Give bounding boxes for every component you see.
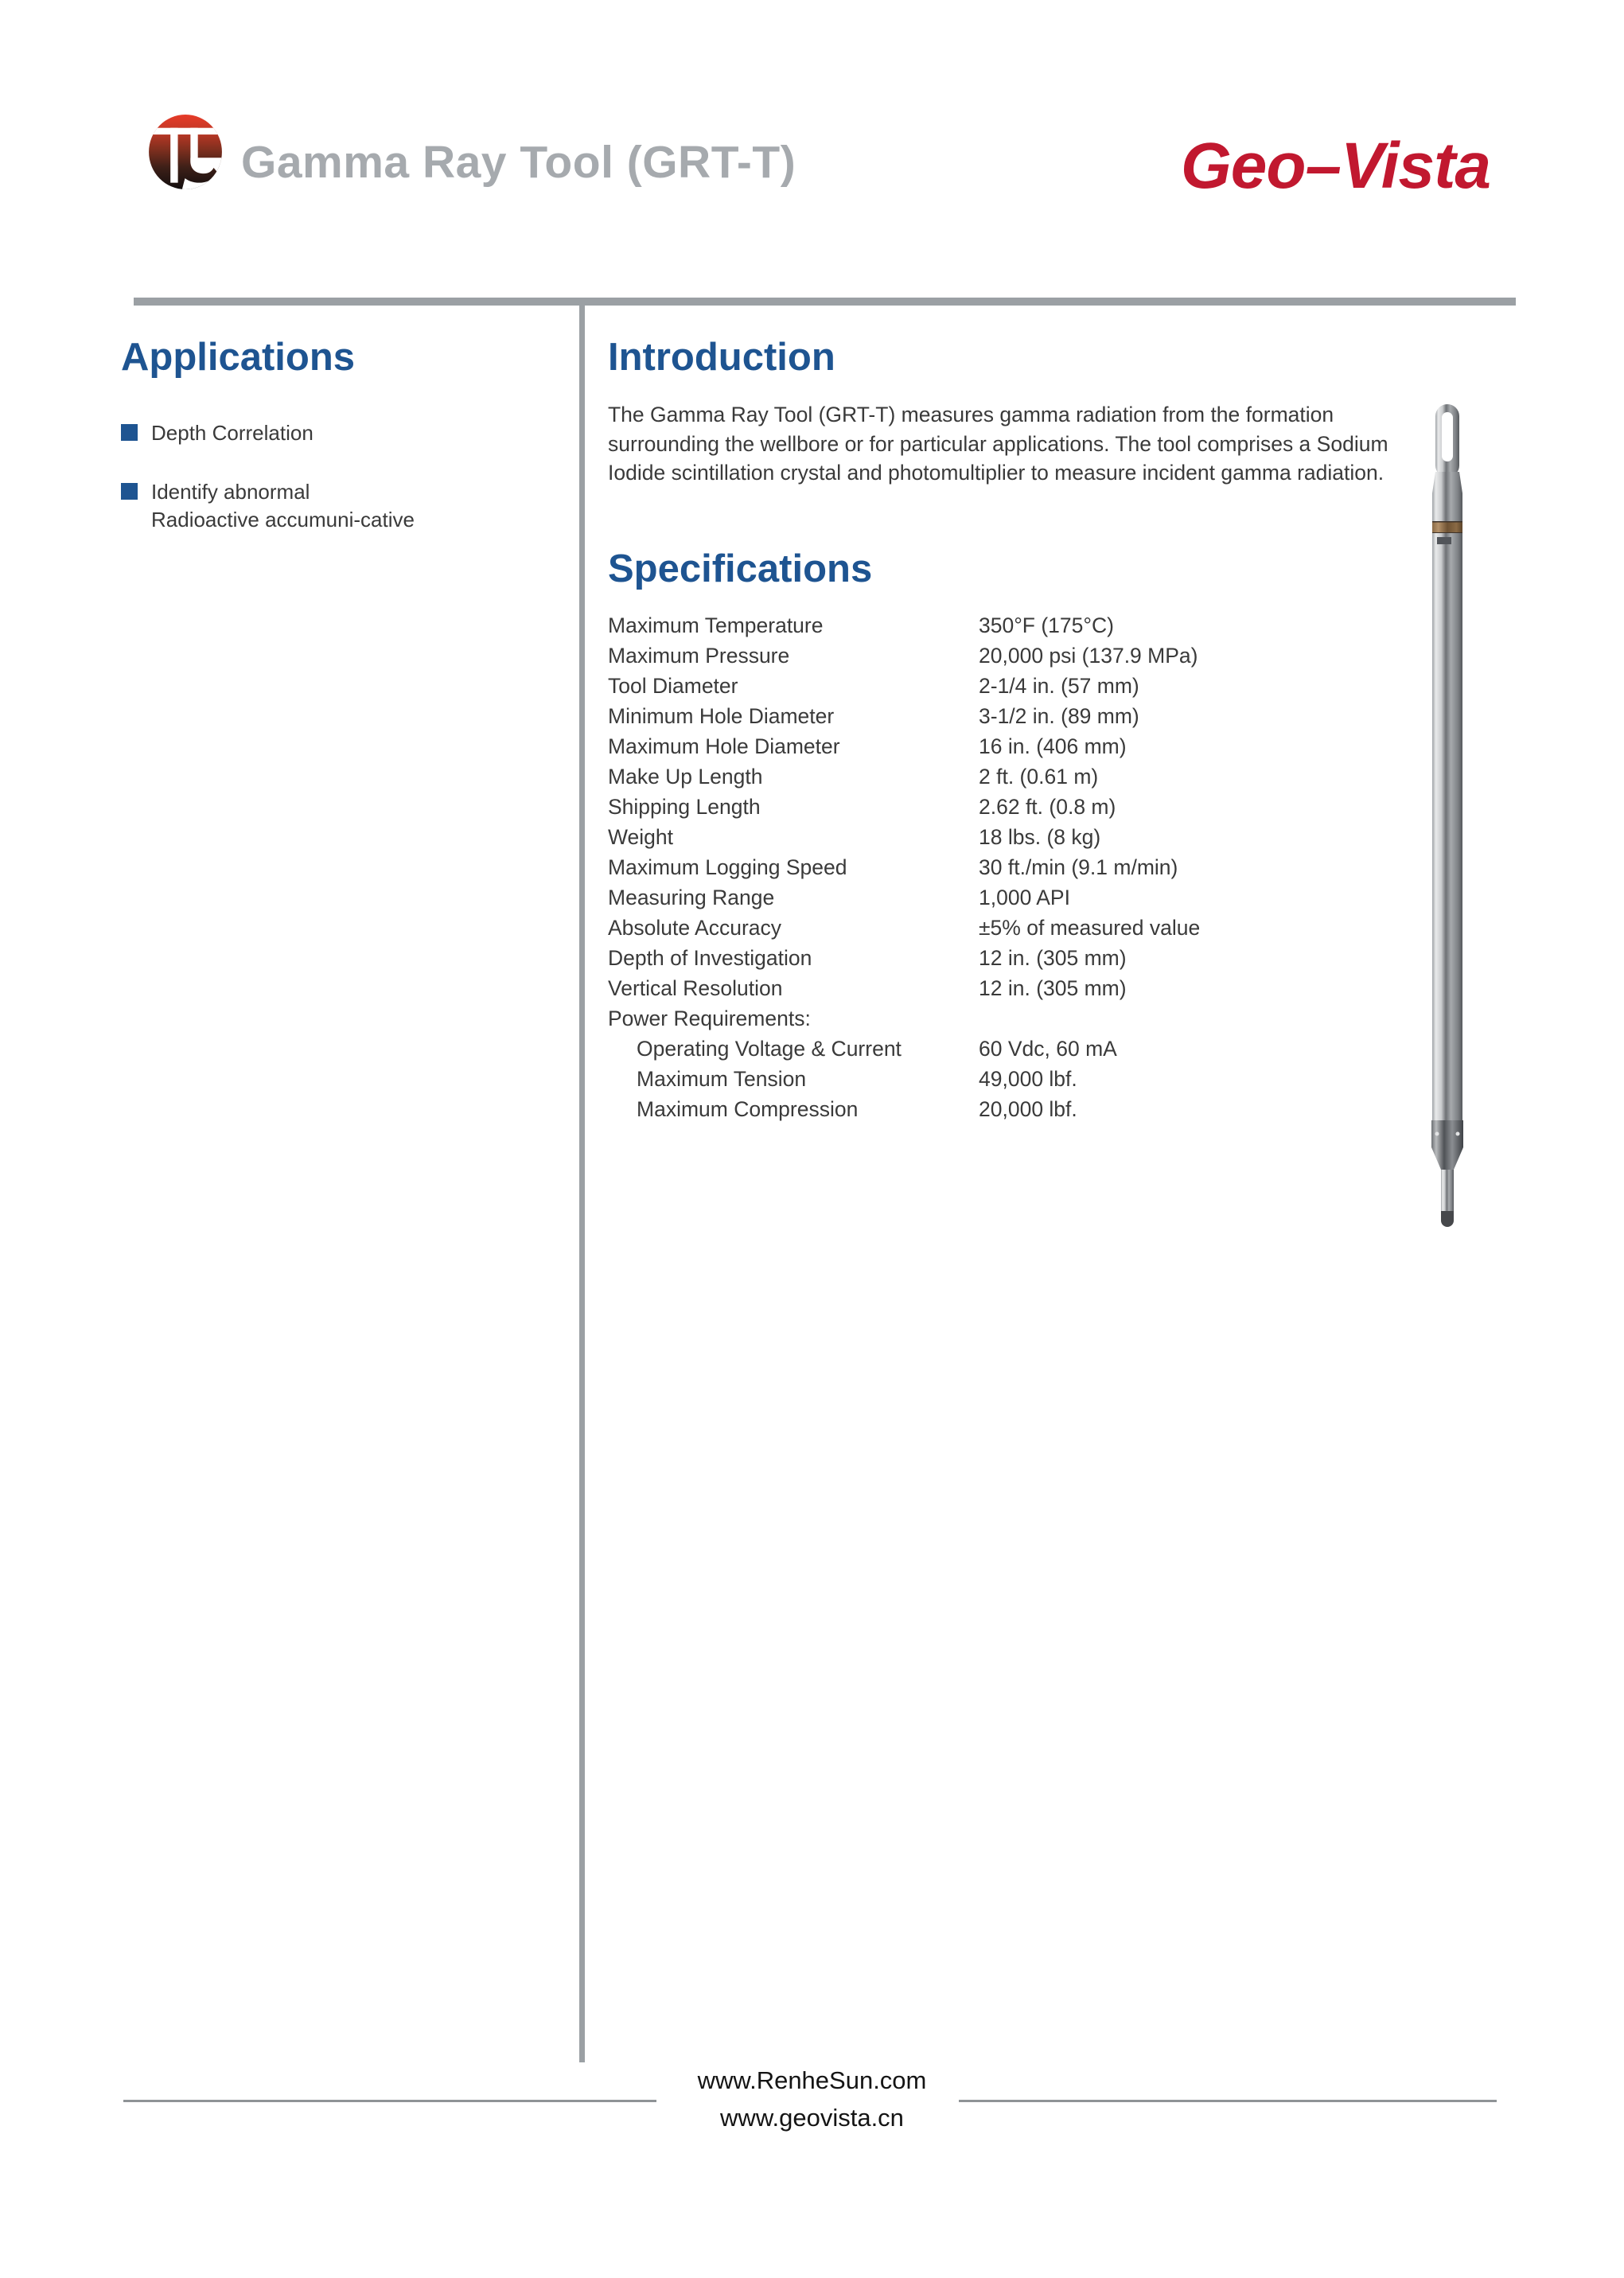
spec-label: Make Up Length — [608, 764, 763, 789]
spec-row — [608, 822, 1404, 852]
list-item — [121, 419, 455, 447]
spec-row — [608, 792, 1404, 822]
spec-label: Minimum Hole Diameter — [608, 703, 835, 728]
bullet-square-icon — [121, 483, 138, 500]
spec-value: 2 ft. (0.61 m) — [979, 764, 1099, 789]
spec-row — [608, 701, 1404, 731]
spec-label: Operating Voltage & Current — [637, 1036, 902, 1061]
spec-value: ±5% of measured value — [979, 915, 1201, 940]
list-item — [121, 478, 455, 534]
spec-label: Maximum Pressure — [608, 643, 790, 668]
specifications-heading: Specifications — [608, 547, 873, 590]
spec-label: Maximum Compression — [637, 1096, 859, 1121]
spec-value: 16 in. (406 mm) — [979, 734, 1127, 758]
spec-row — [608, 1064, 1404, 1094]
footer-url-renhesun: www.RenheSun.com — [697, 2066, 927, 2094]
applications-heading: Applications — [121, 336, 356, 379]
spec-label: Vertical Resolution — [608, 975, 783, 1000]
spec-value: 1,000 API — [979, 885, 1070, 909]
spec-value: 2.62 ft. (0.8 m) — [979, 794, 1116, 819]
list-item-label: Depth Correlation — [151, 421, 314, 445]
logo-mark-icon — [149, 115, 222, 189]
spec-value: 12 in. (305 mm) — [979, 975, 1127, 1000]
spec-label: Maximum Temperature — [608, 613, 824, 637]
spec-value: 20,000 lbf. — [979, 1096, 1077, 1121]
spec-row — [608, 882, 1404, 913]
footer-url-geovista: www.geovista.cn — [720, 2104, 904, 2132]
page-title: Gamma Ray Tool (GRT-T) — [241, 137, 796, 188]
spec-label: Maximum Logging Speed — [608, 855, 847, 879]
spec-value: 350°F (175°C) — [979, 613, 1114, 637]
spec-label: Maximum Hole Diameter — [608, 734, 840, 758]
brand-wordmark: Geo–Vista — [1180, 130, 1490, 202]
introduction-paragraph: The Gamma Ray Tool (GRT-T) measures gamma radiation from the formation surrounding the wellbore or for particular applications. The tool comprises a Sodium Iodide scintillation crystal and photomultiplier to measure incident gamma radiation. — [608, 403, 1388, 485]
header-rule — [134, 298, 1516, 306]
spec-row — [608, 610, 1404, 641]
spec-value: 3-1/2 in. (89 mm) — [979, 703, 1139, 728]
spec-label: Shipping Length — [608, 794, 761, 819]
spec-value: 18 lbs. (8 kg) — [979, 824, 1101, 849]
footer-rule-right — [959, 2100, 1497, 2102]
spec-row — [608, 1034, 1404, 1064]
spec-value: 30 ft./min (9.1 m/min) — [979, 855, 1178, 879]
spec-label: Depth of Investigation — [608, 945, 812, 970]
spec-row — [608, 943, 1404, 973]
column-divider — [579, 306, 585, 2062]
list-item-label: Identify abnormal Radioactive accumuni-cative — [151, 480, 415, 532]
spec-value: 49,000 lbf. — [979, 1066, 1077, 1091]
spec-row — [608, 731, 1404, 761]
spec-row — [608, 761, 1404, 792]
spec-table — [608, 610, 1404, 1124]
spec-row — [608, 1094, 1404, 1124]
spec-value: 60 Vdc, 60 mA — [979, 1036, 1117, 1061]
spec-label: Weight — [608, 824, 673, 849]
spec-row — [608, 852, 1404, 882]
spec-label: Absolute Accuracy — [608, 915, 782, 940]
spec-value: 20,000 psi (137.9 MPa) — [979, 643, 1198, 668]
spec-row — [608, 671, 1404, 701]
spec-value: 12 in. (305 mm) — [979, 945, 1127, 970]
bullet-square-icon — [121, 424, 138, 441]
gamma-ray-tool-image — [1426, 404, 1469, 1229]
spec-row — [608, 1003, 1404, 1034]
applications-list — [121, 419, 455, 565]
spec-label: Measuring Range — [608, 885, 775, 909]
footer-rule-left — [123, 2100, 656, 2102]
spec-row — [608, 641, 1404, 671]
spec-row — [608, 973, 1404, 1003]
spec-label: Maximum Tension — [637, 1066, 807, 1091]
spec-row — [608, 913, 1404, 943]
spec-label: Power Requirements: — [608, 1006, 811, 1030]
spec-value: 2-1/4 in. (57 mm) — [979, 673, 1139, 698]
introduction-heading: Introduction — [608, 336, 835, 379]
spec-label: Tool Diameter — [608, 673, 738, 698]
